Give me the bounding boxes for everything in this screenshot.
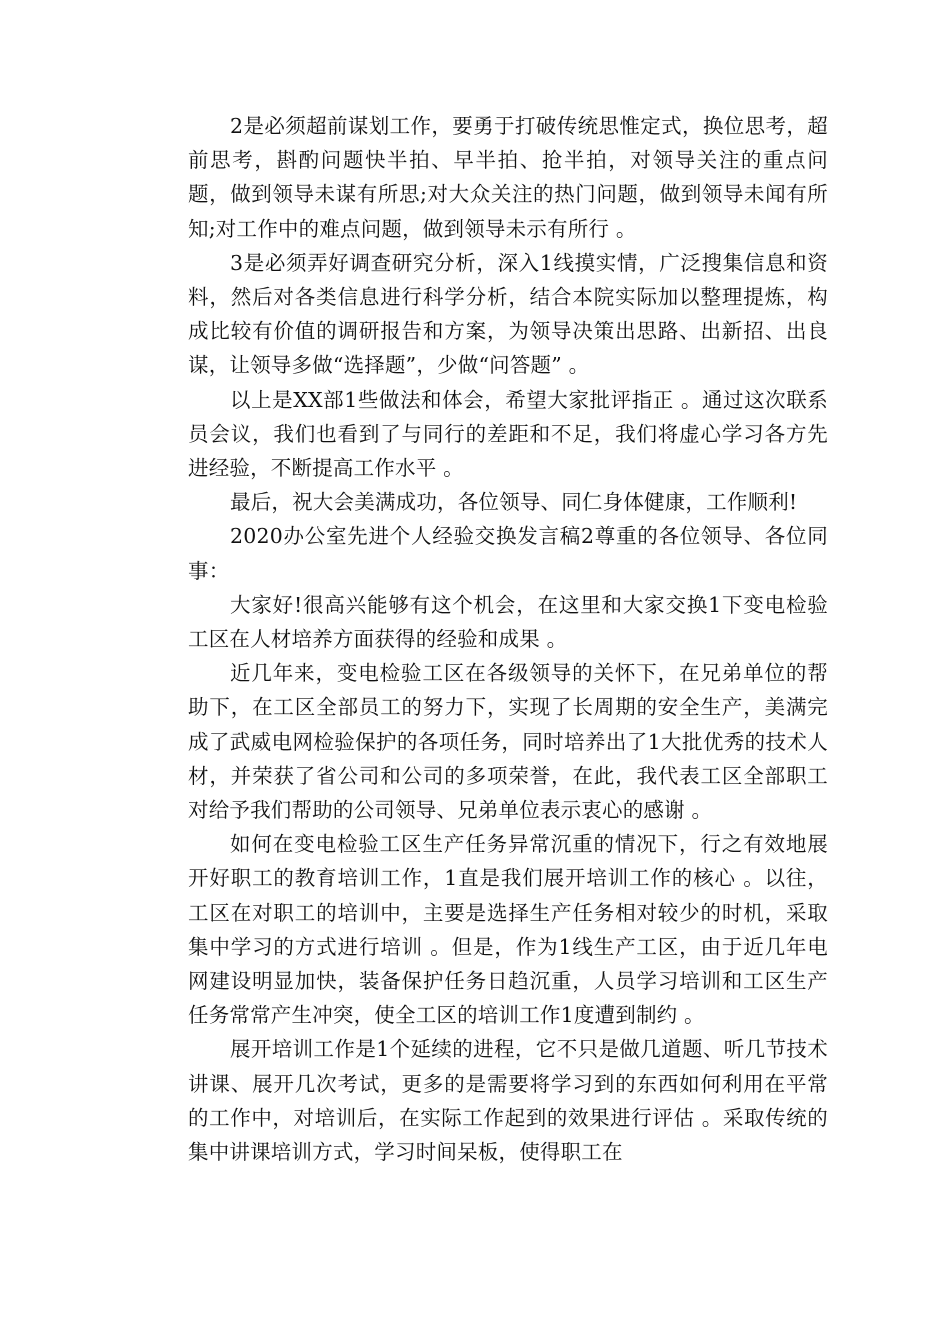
paragraph-second-speech-heading: 2020办公室先进个人经验交换发言稿2尊重的各位领导、各位同事： xyxy=(188,524,828,583)
paragraph-achievements: 近几年来，变电检验工区在各级领导的关怀下，在兄弟单位的帮助下，在工区全部员工的努力下，实现了长周期的安全生产，美满完成了武威电网检验保护的各项任务，同时培养出了1大批优秀的技术人材，并荣获了省公司和公司的多项荣誉，在此，我代表工区全部职工对给予我们帮助的公司领导、兄弟单位表示衷心的感谢 。 xyxy=(188,661,828,823)
document-body xyxy=(188,109,828,1169)
paragraph-training-process: 展开培训工作是1个延续的进程，它不只是做几道题、听几节技术讲课、展开几次考试，更多的是需要将学习到的东西如何利用在平常的工作中，对培训后，在实际工作起到的效果进行评估 。采取传统的集中讲课培训方式，学习时间呆板，使得职工在 xyxy=(188,1037,828,1165)
paragraph-research-analysis: 3是必须弄好调查研究分析，深入1线摸实情，广泛搜集信息和资料，然后对各类信息进行科学分析，结合本院实际加以整理提炼，构成比较有价值的调研报告和方案，为领导决策出思路、出新招、出良谋，让领导多做“选择题”，少做“问答题” 。 xyxy=(188,250,828,378)
paragraph-summary: 以上是XX部1些做法和体会，希望大家批评指正 。通过这次联系员会议，我们也看到了与同行的差距和不足，我们将虚心学习各方先进经验，不断提高工作水平 。 xyxy=(188,387,828,481)
paragraph-training-challenge: 如何在变电检验工区生产任务异常沉重的情况下，行之有效地展开好职工的教育培训工作，1直是我们展开培训工作的核心 。以往，工区在对职工的培训中，主要是选择生产任务相对较少的时机，采取集中学习的方式进行培训 。但是，作为1线生产工区，由于近几年电网建设明显加快，装备保护任务日趋沉重，人员学习培训和工区生产任务常常产生冲突，使全工区的培训工作1度遭到制约 。 xyxy=(188,832,828,1028)
paragraph-greeting: 大家好!很高兴能够有这个机会，在这里和大家交换1下变电检验工区在人材培养方面获得的经验和成果 。 xyxy=(188,592,828,652)
paragraph-closing-wishes: 最后，祝大会美满成功，各位领导、同仁身体健康，工作顺利! xyxy=(230,490,798,515)
paragraph-advance-planning: 2是必须超前谋划工作，要勇于打破传统思惟定式，换位思考，超前思考，斟酌问题快半拍、早半拍、抢半拍，对领导关注的重点问题，做到领导未谋有所思;对大众关注的热门问题，做到领导未闻有所知;对工作中的难点问题，做到领导未示有所行 。 xyxy=(188,114,828,241)
